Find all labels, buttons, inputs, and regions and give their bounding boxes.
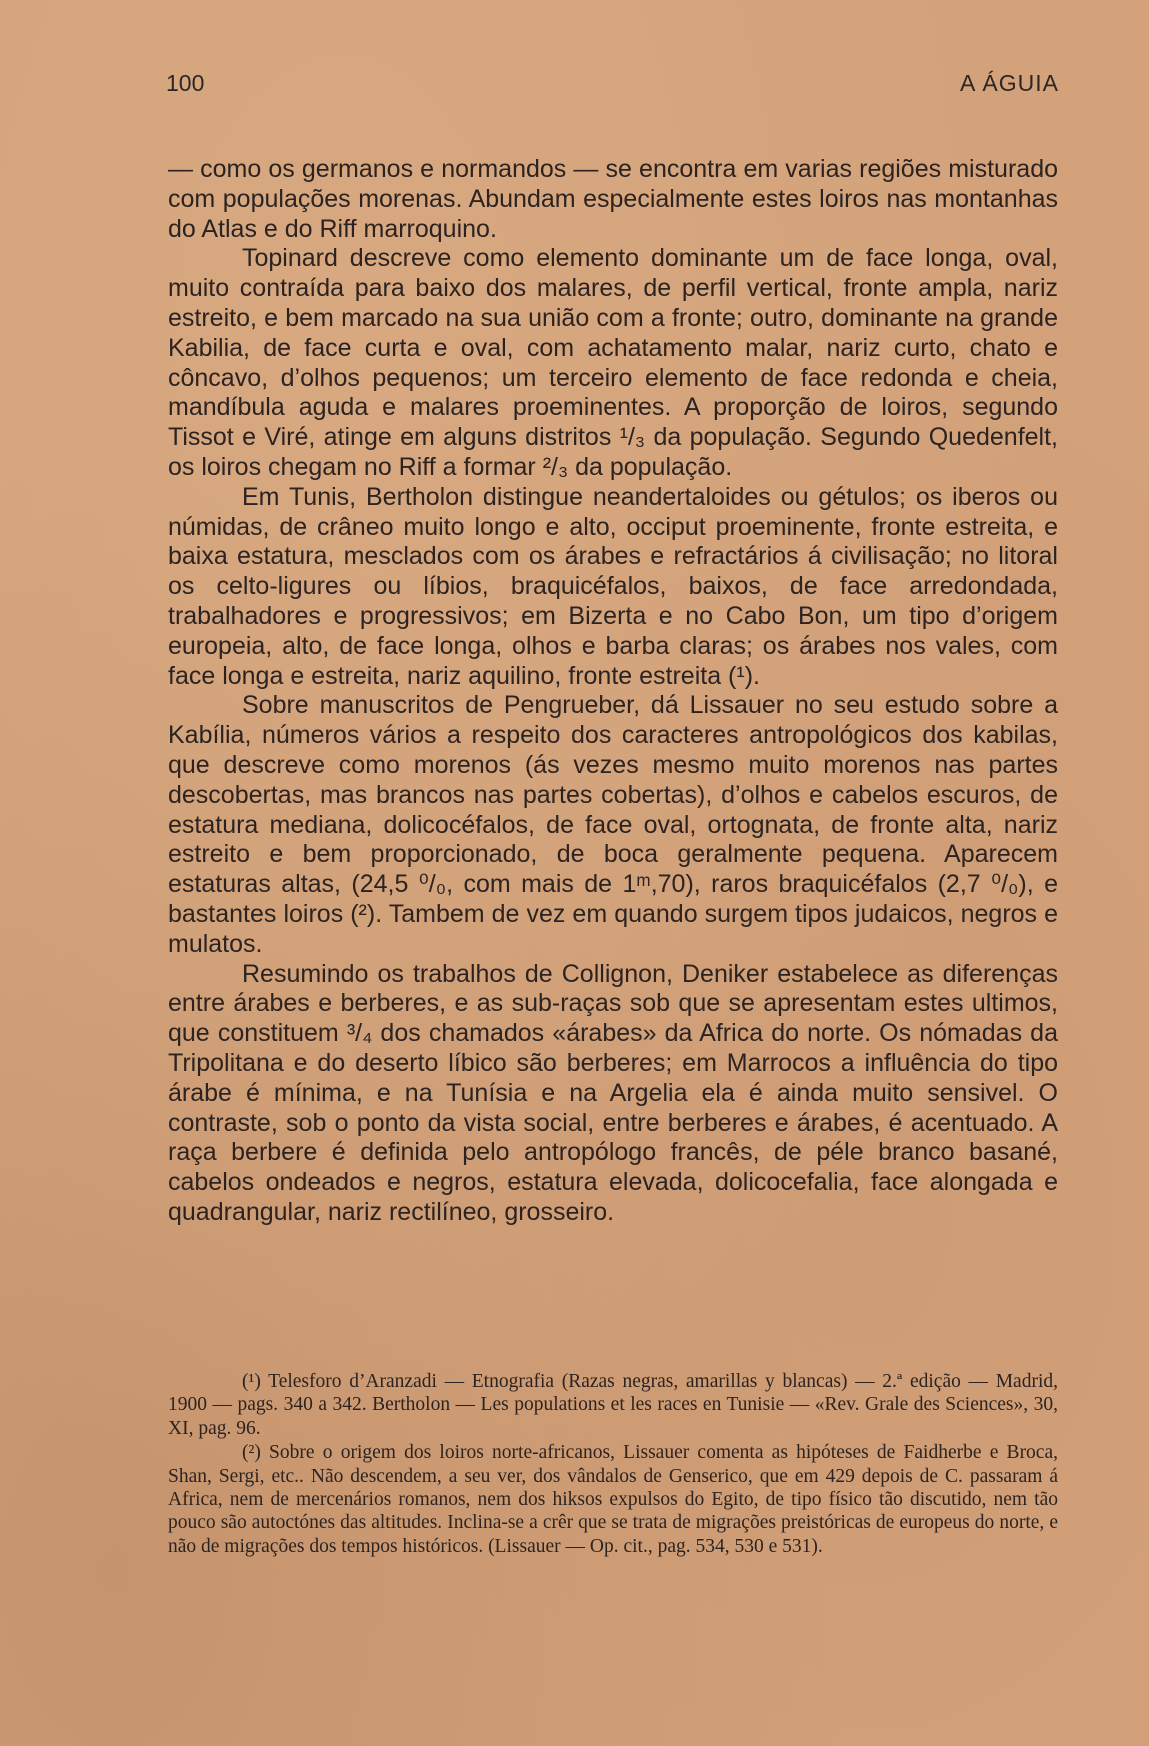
paragraph: Sobre manuscritos de Pengrueber, dá Lissauer no seu estudo sobre a Kabília, números vários a respeito dos caracteres antropológicos dos kabilas, que descreve como morenos (ás vezes mesmo muito morenos nas partes descobertas, mas brancos nas partes cobertas), d’olhos e cabelos escuros, de estatura mediana, dolicocéfalos, de face oval, ortognata, de fronte alta, nariz estreito e bem proporcionado, de boca geralmente pequena. Aparecem estaturas altas, (24,5 ⁰/₀, com mais de 1ᵐ,70), raros braquicéfalos (2,7 ⁰/₀), e bastantes loiros (²). Tambem de vez em quando surgem tipos judaicos, negros e mulatos. <box>168 691 1058 958</box>
paragraph: Topinard descreve como elemento dominante um de face longa, oval, muito contraída para baixo dos malares, de perfil vertical, fronte ampla, nariz estreito, e bem marcado na sua união com a fronte; outro, dominante na grande Kabilia, de face curta e oval, com achatamento malar, nariz curto, chato e côncavo, d’olhos pequenos; um terceiro elemento de face redonda e cheia, mandíbula aguda e malares proeminentes. A proporção de loiros, segundo Tissot e Viré, atinge em alguns distritos ¹/₃ da população. Segundo Quedenfelt, os loiros chegam no Riff a formar ²/₃ da população. <box>168 244 1058 481</box>
running-header <box>166 70 1059 100</box>
main-text <box>168 155 1058 1228</box>
footnotes <box>168 1370 1058 1558</box>
paragraph: — como os germanos e normandos — se encontra em varias regiões misturado com populações morenas. Abundam especialmente estes loiros nas montanhas do Atlas e do Riff marroquino. <box>168 155 1058 243</box>
footnote: (¹) Telesforo d’Aranzadi — Etnografia (Razas negras, amarillas y blancas) — 2.ª edição — Madrid, 1900 — pags. 340 a 342. Bertholon — Les populations et les races en Tunisie — «Rev. Grale des Sciences», 30, XI, pag. 96. <box>168 1371 1058 1439</box>
paragraph: Em Tunis, Bertholon distingue neandertaloides ou gétulos; os iberos ou númidas, de crâneo muito longo e alto, occiput proeminente, fronte estreita, e baixa estatura, mesclados com os árabes e refractários á civilisação; no litoral os celto-ligures ou líbios, braquicéfalos, baixos, de face arredondada, trabalhadores e progressivos; em Bizerta e no Cabo Bon, um tipo d’origem europeia, alto, de face longa, olhos e barba claras; os árabes nos vales, com face longa e estreita, nariz aquilino, fronte estreita (¹). <box>168 482 1058 690</box>
running-title: A ÁGUIA <box>959 70 1059 96</box>
page-number: 100 <box>166 70 205 96</box>
paragraph: Resumindo os trabalhos de Collignon, Deniker estabelece as diferenças entre árabes e berberes, e as sub-raças sob que se apresentam estes ultimos, que constituem ³/₄ dos chamados «árabes» da Africa do norte. Os nómadas da Tripolitana e do deserto líbico são berberes; em Marrocos a influência do tipo árabe é mínima, e na Tunísia e na Argelia ela é ainda muito sensivel. O contraste, sob o ponto da vista social, entre berberes e árabes, é acentuado. A raça berbere é definida pelo antropólogo francês, de péle branco basané, cabelos ondeados e negros, estatura elevada, dolicocefalia, face alongada e quadrangular, nariz rectilíneo, grosseiro. <box>168 959 1058 1226</box>
footnote: (²) Sobre o origem dos loiros norte-africanos, Lissauer comenta as hipóteses de Faidherbe e Broca, Shan, Sergi, etc.. Não descendem, a seu ver, dos vândalos de Genserico, que em 429 depois de C. passaram á Africa, nem de mercenários romanos, nem dos hiksos expulsos do Egito, de tipo físico tão discutido, nem tão pouco são autoctónes das altitudes. Inclina-se a crêr que se trata de migrações preistóricas de europeus do norte, e não de migrações dos tempos históricos. (Lissauer — Op. cit., pag. 534, 530 e 531). <box>168 1442 1058 1557</box>
